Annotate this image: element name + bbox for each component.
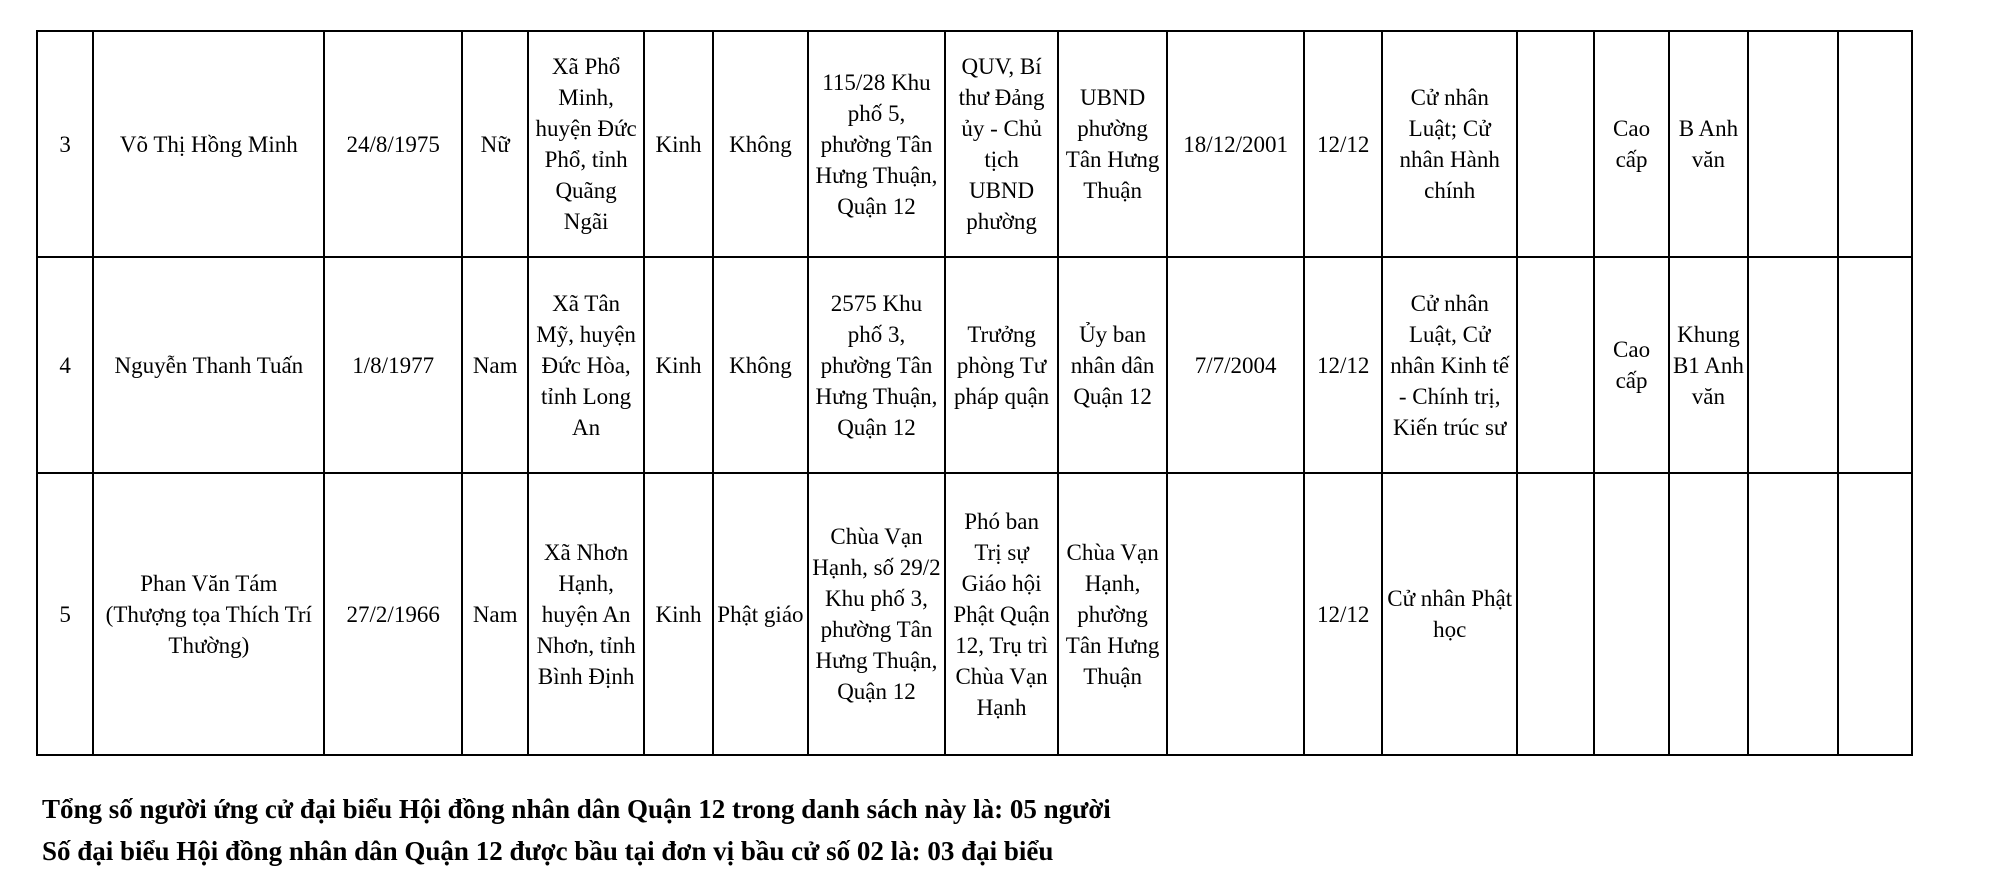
cell-ethnicity: Kinh xyxy=(644,473,713,755)
cell-extra-2 xyxy=(1838,31,1912,257)
cell-gender: Nam xyxy=(462,473,528,755)
cell-specialty: Cử nhân Luật, Cử nhân Kinh tế - Chính trị, Kiến trúc sư xyxy=(1382,257,1517,473)
cell-workplace: Ủy ban nhân dân Quận 12 xyxy=(1058,257,1168,473)
cell-extra-2 xyxy=(1838,473,1912,755)
cell-party-date: 18/12/2001 xyxy=(1167,31,1304,257)
cell-extra-1 xyxy=(1748,473,1837,755)
cell-party-date: 7/7/2004 xyxy=(1167,257,1304,473)
cell-ethnicity: Kinh xyxy=(644,31,713,257)
cell-general-education: 12/12 xyxy=(1304,473,1382,755)
cell-degree xyxy=(1517,257,1594,473)
cell-workplace: UBND phường Tân Hưng Thuận xyxy=(1058,31,1168,257)
cell-dob: 24/8/1975 xyxy=(324,31,462,257)
cell-general-education: 12/12 xyxy=(1304,257,1382,473)
cell-gender: Nữ xyxy=(462,31,528,257)
table-row xyxy=(37,473,1912,755)
cell-hometown: Xã Phổ Minh, huyện Đức Phổ, tỉnh Quãng Ngãi xyxy=(528,31,644,257)
cell-religion: Phật giáo xyxy=(713,473,807,755)
cell-religion: Không xyxy=(713,31,807,257)
cell-workplace: Chùa Vạn Hạnh, phường Tân Hưng Thuận xyxy=(1058,473,1168,755)
cell-political-theory: Cao cấp xyxy=(1594,31,1668,257)
cell-degree xyxy=(1517,31,1594,257)
summary-delegates-elected: Số đại biểu Hội đồng nhân dân Quận 12 được bầu tại đơn vị bầu cử số 02 là: 03 đại biểu xyxy=(42,836,1054,866)
table-row xyxy=(37,31,1912,257)
cell-gender: Nam xyxy=(462,257,528,473)
cell-specialty: Cử nhân Phật học xyxy=(1382,473,1517,755)
table-row xyxy=(37,257,1912,473)
cell-residence: 2575 Khu phố 3, phường Tân Hưng Thuận, Quận 12 xyxy=(808,257,946,473)
cell-degree xyxy=(1517,473,1594,755)
cell-foreign-language xyxy=(1669,473,1748,755)
cell-position: Phó ban Trị sự Giáo hội Phật Quận 12, Trụ trì Chùa Vạn Hạnh xyxy=(945,473,1058,755)
cell-ethnicity: Kinh xyxy=(644,257,713,473)
cell-political-theory xyxy=(1594,473,1668,755)
cell-stt: 4 xyxy=(37,257,93,473)
cell-stt: 3 xyxy=(37,31,93,257)
cell-name: Võ Thị Hồng Minh xyxy=(93,31,324,257)
cell-extra-1 xyxy=(1748,257,1837,473)
cell-specialty: Cử nhân Luật; Cử nhân Hành chính xyxy=(1382,31,1517,257)
cell-position: QUV, Bí thư Đảng ủy - Chủ tịch UBND phường xyxy=(945,31,1058,257)
summary-total-candidates: Tổng số người ứng cử đại biểu Hội đồng nhân dân Quận 12 trong danh sách này là: 05 người xyxy=(42,794,1111,824)
cell-name: Nguyễn Thanh Tuấn xyxy=(93,257,324,473)
cell-extra-2 xyxy=(1838,257,1912,473)
cell-dob: 1/8/1977 xyxy=(324,257,462,473)
cell-residence: Chùa Vạn Hạnh, số 29/2 Khu phố 3, phường Tân Hưng Thuận, Quận 12 xyxy=(808,473,946,755)
cell-general-education: 12/12 xyxy=(1304,31,1382,257)
cell-religion: Không xyxy=(713,257,807,473)
cell-name: Phan Văn Tám (Thượng tọa Thích Trí Thường) xyxy=(93,473,324,755)
cell-foreign-language: Khung B1 Anh văn xyxy=(1669,257,1748,473)
cell-position: Trưởng phòng Tư pháp quận xyxy=(945,257,1058,473)
cell-dob: 27/2/1966 xyxy=(324,473,462,755)
cell-extra-1 xyxy=(1748,31,1837,257)
cell-political-theory: Cao cấp xyxy=(1594,257,1668,473)
cell-hometown: Xã Nhơn Hạnh, huyện An Nhơn, tỉnh Bình Định xyxy=(528,473,644,755)
candidate-table xyxy=(36,30,1913,756)
cell-hometown: Xã Tân Mỹ, huyện Đức Hòa, tỉnh Long An xyxy=(528,257,644,473)
cell-foreign-language: B Anh văn xyxy=(1669,31,1748,257)
cell-stt: 5 xyxy=(37,473,93,755)
cell-party-date xyxy=(1167,473,1304,755)
cell-residence: 115/28 Khu phố 5, phường Tân Hưng Thuận, Quận 12 xyxy=(808,31,946,257)
